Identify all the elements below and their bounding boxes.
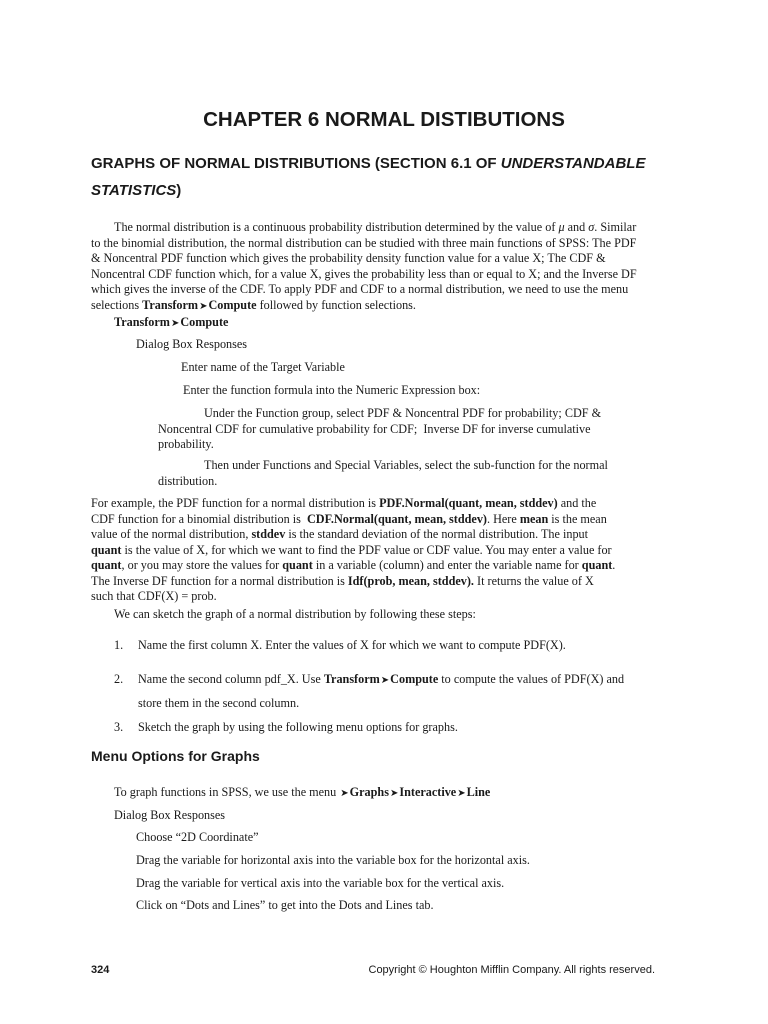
text-run: Name the second column pdf_X. Use: [138, 672, 324, 686]
step-line: [114, 720, 458, 736]
text-run: to compute the values of PDF(X) and: [438, 672, 625, 686]
menu-arrow-icon: ➤: [170, 318, 180, 329]
sketch-intro: We can sketch the graph of a normal distribution by following these steps:: [114, 607, 476, 621]
bold-term: Idf(prob, mean, stddev).: [347, 573, 474, 588]
step-line: [114, 692, 624, 714]
menu-arrow-icon: ➤: [457, 788, 466, 799]
text-line: [91, 574, 691, 590]
text-run: which gives the inverse of the CDF. To apply PDF and CDF to a normal distribution, we need to use the menu: [91, 282, 629, 296]
bold-term: CDF.Normal(quant, mean, stddev): [306, 511, 487, 526]
bold-term: Graphs: [349, 785, 389, 799]
text-line: [91, 527, 691, 543]
section-title-prefix: GRAPHS OF NORMAL DISTRIBUTIONS (SECTION 6.1 OF: [91, 155, 501, 172]
text-run: in a variable (column) and enter the variable name for: [312, 558, 582, 572]
menu-arrow-icon: ➤: [340, 788, 349, 799]
step-number: 2.: [114, 672, 124, 686]
text-line: [91, 298, 681, 315]
text-run: . Similar: [594, 220, 637, 234]
bold-term: quant: [91, 542, 122, 557]
text-line: [91, 512, 691, 528]
step-line: [114, 638, 566, 654]
bold-term: Compute: [180, 315, 229, 329]
text-run: is the value of X, for which we want to find the PDF value or CDF value. You may enter a value for: [121, 542, 612, 557]
enter-target-variable: Enter name of the Target Variable: [181, 360, 345, 374]
text-line: [91, 236, 681, 252]
example-paragraph: [91, 496, 691, 605]
text-line: [158, 474, 678, 490]
text-line: [158, 406, 678, 422]
text-line: [91, 496, 691, 512]
text-run: .: [612, 558, 616, 572]
text-run: Then under Functions and Special Variables, select the sub-function for the normal: [204, 458, 608, 472]
section-title-suffix: ): [176, 182, 182, 199]
transform-compute-heading: [114, 315, 228, 332]
text-line: [91, 558, 691, 574]
sub-function-instructions: [158, 458, 678, 489]
chapter-title: CHAPTER 6 NORMAL DISTIBUTIONS: [203, 108, 565, 131]
text-line: [158, 458, 678, 474]
bold-term: Compute: [208, 297, 257, 312]
menu-arrow-icon: ➤: [199, 300, 208, 312]
bold-term: quant: [581, 558, 613, 572]
intro-paragraph: [91, 220, 681, 314]
math-symbol: μ: [558, 220, 565, 234]
bold-term: Transform: [142, 297, 199, 312]
text-line: [91, 220, 681, 236]
page-number: 324: [91, 964, 110, 976]
text-run: store them in the second column.: [138, 696, 300, 710]
menu-arrow-icon: ➤: [380, 675, 390, 686]
bold-term: Interactive: [399, 785, 457, 799]
text-run: The normal distribution is a continuous probability distribution determined by the value of: [114, 220, 559, 234]
text-run: selections: [91, 297, 143, 312]
text-line: [91, 251, 681, 267]
text-run: CDF function for a binomial distribution is: [91, 511, 307, 526]
text-line: [91, 267, 681, 283]
step-3: [114, 720, 458, 736]
bold-term: Compute: [390, 672, 439, 686]
text-run: value of the normal distribution,: [91, 527, 252, 541]
text-run: It returns the value of X: [473, 573, 594, 588]
text-run: distribution.: [158, 473, 218, 488]
step-2: [114, 668, 624, 714]
graph-step-2: Drag the variable for horizontal axis into the variable box for the horizontal axis.: [136, 853, 530, 867]
text-run: Noncentral CDF for cumulative probability for CDF; Inverse DF for inverse cumulative: [158, 421, 591, 436]
text-run: To graph functions in SPSS, we use the menu: [114, 785, 340, 799]
bold-term: PDF.Normal(quant, mean, stddev): [379, 496, 558, 510]
text-run: is the standard deviation of the normal distribution. The input: [285, 527, 589, 541]
text-run: , or you may store the values for: [121, 558, 283, 572]
graph-step-4: Click on “Dots and Lines” to get into the Dots and Lines tab.: [136, 898, 434, 912]
menu-arrow-icon: ➤: [389, 788, 399, 799]
text-run: & Noncentral PDF function which gives the probability density function value for a value X; The CDF &: [91, 251, 606, 265]
step-number: 3.: [114, 720, 124, 734]
text-line: [91, 282, 681, 298]
menu-options-title: Menu Options for Graphs: [91, 748, 260, 764]
graph-step-1: Choose “2D Coordinate”: [136, 830, 259, 844]
bold-term: Transform: [323, 672, 380, 686]
step-number: 1.: [114, 638, 124, 652]
text-run: is the mean: [548, 511, 607, 526]
text-run: Name the first column X. Enter the values of X for which we want to compute PDF(X).: [138, 638, 566, 652]
section-title: [91, 150, 671, 204]
text-run: and the: [557, 496, 597, 510]
bold-term: quant: [282, 558, 313, 572]
copyright-notice: Copyright © Houghton Mifflin Company. All rights reserved.: [368, 964, 655, 976]
text-run: . Here: [486, 511, 520, 526]
text-run: such that CDF(X) = prob.: [91, 589, 217, 603]
bold-term: Transform: [114, 315, 170, 329]
bold-term: quant: [91, 558, 122, 572]
bold-term: Line: [466, 785, 491, 799]
dialog-box-responses-label: Dialog Box Responses: [136, 337, 248, 351]
function-group-instructions: [158, 406, 678, 453]
text-line: [158, 437, 678, 453]
text-run: probability.: [158, 437, 214, 451]
graph-step-3: Drag the variable for vertical axis into the variable box for the vertical axis.: [136, 876, 505, 890]
text-run: followed by function selections.: [256, 297, 416, 312]
text-run: For example, the PDF function for a normal distribution is: [91, 496, 380, 510]
math-symbol: σ: [588, 220, 595, 234]
bold-term: stddev: [251, 527, 286, 541]
text-run: and: [564, 220, 589, 234]
text-run: Noncentral CDF function which, for a value X, gives the probability less than or equal to X; and the Inverse DF: [91, 266, 637, 281]
text-line: [91, 589, 691, 605]
text-line: [91, 543, 691, 559]
step-line: [114, 668, 624, 692]
text-run: Under the Function group, select PDF & Noncentral PDF for probability; CDF &: [204, 406, 602, 420]
section-title-book: UNDERSTANDABLE STATISTICS: [91, 155, 646, 199]
text-line: [158, 422, 678, 438]
graph-menu-instruction: [114, 785, 490, 802]
text-run: to the binomial distribution, the normal distribution can be studied with three main functions of SPSS: The PDF: [91, 235, 637, 250]
text-run: The Inverse DF function for a normal distribution is: [91, 573, 348, 588]
dialog-box-responses-label-2: Dialog Box Responses: [114, 808, 226, 822]
bold-term: mean: [519, 511, 549, 526]
text-run: Sketch the graph by using the following menu options for graphs.: [138, 720, 458, 734]
step-1: [114, 638, 566, 654]
enter-function-formula: Enter the function formula into the Numeric Expression box:: [183, 383, 481, 397]
